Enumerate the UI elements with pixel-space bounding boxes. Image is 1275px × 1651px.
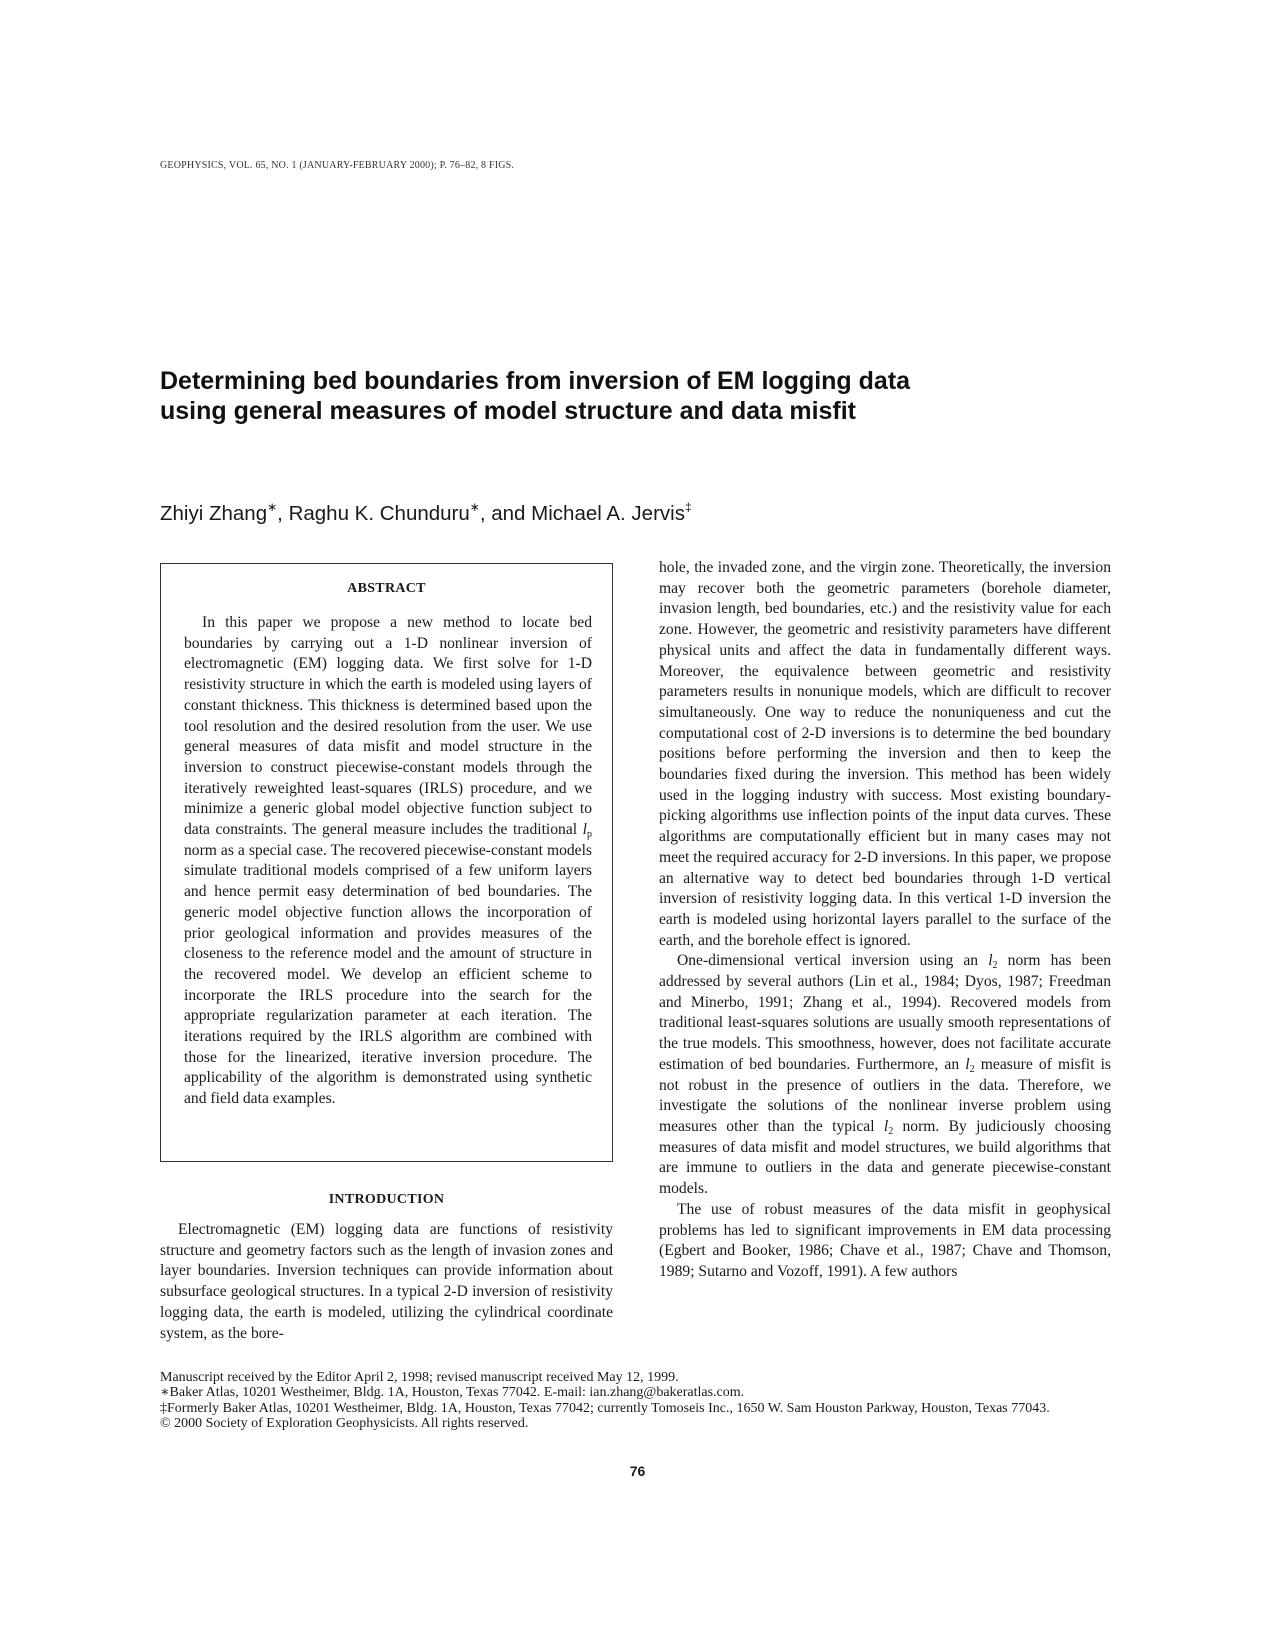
abstract-body — [184, 613, 592, 1110]
abstract-box — [160, 563, 613, 1162]
body-text-part: measure of misfit is not robust in the presence of outliers in the data. Therefore, we investigate the solutions of the nonlinear inverse problem using measures other than the typical — [659, 1055, 1111, 1135]
author-separator: , and — [479, 502, 532, 525]
affiliation-mark: ‡ — [684, 500, 692, 514]
body-paragraph: The use of robust measures of the data misfit in geophysical problems has led to significant improvements in EM data processing (Egbert and Booker, 1986; Chave et al., 1987; Chave and Thomson, 1989; Sutarno and Vozoff, 1991). A few authors — [659, 1200, 1111, 1280]
lp-norm-symbol: l — [582, 821, 587, 839]
author-name: Raghu K. Chunduru — [288, 502, 470, 525]
introduction-paragraph: Electromagnetic (EM) logging data are functions of resistivity structure and geometry factors such as the length of invasion zones and layer boundaries. Inversion techniques can provide information about subsurface geological structures. In a typical 2-D inversion of resistivity logging data, the earth is modeled, utilizing the cylindrical coordinate system, as the bore- — [160, 1221, 613, 1342]
l2-subscript: 2 — [992, 960, 998, 972]
lp-subscript: p — [587, 829, 592, 841]
abstract-text-part: In this paper we propose a new method to locate bed boundaries by carrying out a 1-D nonlinear inversion of electromagnetic (EM) logging data. We first solve for 1-D resistivity structure in which the earth is modeled using layers of constant thickness. This thickness is determined based upon the tool resolution and the desired resolution from the user. We use general measures of data misfit and model structure in the inversion to construct piecewise-constant models through the iteratively reweighted least-squares (IRLS) procedure, and we minimize a generic global model objective function subject to data constraints. The general measure includes the traditional — [184, 614, 592, 839]
author-name: Michael A. Jervis — [531, 502, 685, 525]
l2-subscript: 2 — [969, 1063, 975, 1075]
title-line-1: Determining bed boundaries from inversion of EM logging data — [160, 367, 911, 395]
right-column-body — [659, 558, 1111, 1283]
affiliation-note: ‡Formerly Baker Atlas, 10201 Westheimer, Bldg. 1A, Houston, Texas 77042; currently Tomoseis Inc., 1650 W. Sam Houston Parkway, Houston, Texas 77043. — [160, 1400, 1050, 1416]
manuscript-received-note: Manuscript received by the Editor April 2, 1998; revised manuscript received May 12, 1999. — [160, 1370, 679, 1385]
l2-norm-symbol: l — [988, 952, 993, 970]
body-text-part: One-dimensional vertical inversion using an — [677, 952, 989, 970]
l2-norm-symbol: l — [965, 1055, 970, 1073]
abstract-heading: ABSTRACT — [347, 581, 426, 596]
title-line-2: using general measures of model structure and data misfit — [160, 397, 857, 425]
author-separator: , — [277, 502, 289, 525]
footnotes — [160, 1370, 1111, 1431]
copyright-note: © 2000 Society of Exploration Geophysicists. All rights reserved. — [160, 1415, 529, 1431]
page-number: 76 — [629, 1463, 646, 1479]
body-paragraph — [659, 951, 1111, 1199]
body-paragraph: hole, the invaded zone, and the virgin zone. Theoretically, the inversion may recover both the geometric parameters (borehole diameter, invasion length, bed boundaries, etc.) and the resistivity value for each zone. However, the geometric and resistivity parameters have different physical units and affect the data in fundamentally different ways. Moreover, the equivalence between geometric and resistivity parameters results in nonunique models, which are difficult to recover simultaneously. One way to reduce the nonuniqueness and cut the computational cost of 2-D inversions is to determine the bed boundary positions before performing the inversion and then to keep the boundaries fixed during the inversion. This method has been widely used in the logging industry with success. Most existing boundary-picking algorithms use inflection points of the input data curves. These algorithms are computationally efficient but in many cases may not meet the required accuracy for 2-D inversions. In this paper, we propose an alternative way to detect bed boundaries through 1-D vertical inversion of resistivity logging data. In this vertical 1-D inversion the earth is modeled using horizontal layers parallel to the surface of the earth, and the borehole effect is ignored. — [659, 559, 1111, 949]
left-column-body — [160, 1220, 613, 1344]
body-text-part: norm has been addressed by several authors (Lin et al., 1984; Dyos, 1987; Freedman and Minerbo, 1991; Zhang et al., 1994). Recovered models from traditional least-squares solutions are usually smooth representations of the true models. This smoothness, however, does not facilitate accurate estimation of bed boundaries. Furthermore, an — [659, 952, 1111, 1073]
author-name: Zhiyi Zhang — [160, 502, 268, 525]
body-text-part: norm. By judiciously choosing measures of data misfit and model structures, we build algorithms that are immune to outliers in the data and generate piecewise-constant models. — [659, 1117, 1111, 1198]
paper-title — [160, 366, 1110, 426]
abstract-paragraph — [184, 613, 592, 1110]
affiliation-mark: ∗ — [267, 500, 278, 514]
introduction-heading: INTRODUCTION — [328, 1192, 445, 1207]
l2-norm-symbol: l — [883, 1117, 889, 1135]
author-list — [160, 500, 692, 526]
affiliation-note: ∗Baker Atlas, 10201 Westheimer, Bldg. 1A, Houston, Texas 77042. E-mail: ian.zhang@bakeratlas.com. — [160, 1385, 745, 1401]
l2-subscript: 2 — [888, 1125, 894, 1137]
abstract-text-part: norm as a special case. The recovered piecewise-constant models simulate traditional models comprised of a few uniform layers and hence permit easy determination of bed boundaries. The generic model objective function allows the incorporation of prior geological information and provides measures of the closeness to the reference model and the amount of structure in the recovered model. We develop an efficient scheme to incorporate the IRLS procedure into the search for the appropriate regularization parameter at each iteration. The iterations required by the IRLS algorithm are combined with those for the linearized, iterative inversion procedure. The applicability of the algorithm is demonstrated using synthetic and field data examples. — [184, 841, 592, 1108]
affiliation-mark: ∗ — [469, 500, 480, 514]
running-head: GEOPHYSICS, VOL. 65, NO. 1 (JANUARY-FEBRUARY 2000); P. 76–82, 8 FIGS. — [160, 160, 515, 171]
